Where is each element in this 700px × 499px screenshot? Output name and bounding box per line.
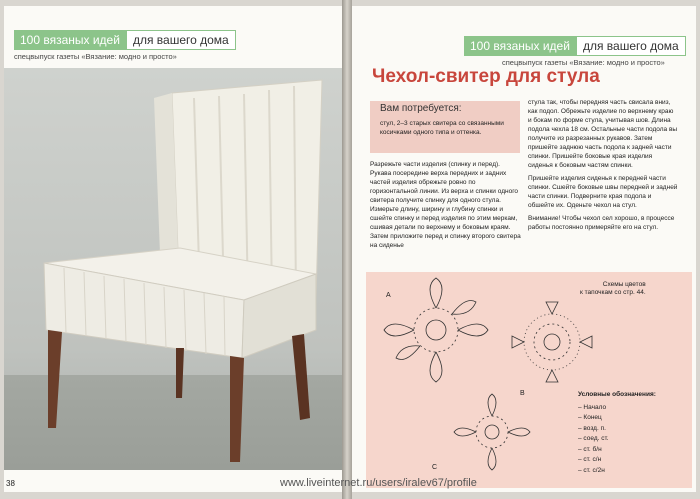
right-page [352, 6, 696, 492]
legend [578, 390, 656, 476]
paragraph: стула так, чтобы передняя часть свисала вниз, как подол. Обрежьте изделие по верхнему краю и бокам по форме стула, учитывая шов. Длина подола чехла 18 см. Остальные части подола вы получите из разрезанных рукавов. Затем пришейте заднюю часть подола к задней части спинки. Пришейте боковые края изделия сиденья к боковым частям спинки. [528, 99, 678, 169]
instructions-column-2 [528, 98, 678, 236]
materials-text: стул, 2–3 старых свитера со связанными косичками одного типа и оттенка. [380, 120, 504, 136]
diagram-label-b: B [520, 390, 525, 397]
book-gutter [342, 0, 352, 499]
attention-note: Внимание! Чтобы чехол сел хорошо, в процессе работы постоянно примеряйте его на стул. [528, 215, 675, 231]
page-number: 38 [6, 479, 15, 488]
chair-illustration [4, 68, 342, 470]
chair-photo [4, 68, 342, 470]
schemes-text: Схемы цветов к тапочкам со стр. 44. [580, 281, 646, 296]
paragraph: Пришейте изделия сиденья к передней части спинки. Сшейте боковые швы передней и задней части спинки. Подверните края подола и обшейте их. Оденьте чехол на стул. [528, 175, 678, 209]
subline: спецвыпуск газеты «Вязание: модно и просто» [14, 52, 177, 61]
banner-green: 100 вязаных идей [464, 36, 576, 56]
banner-white: для вашего дома [126, 30, 236, 50]
diagram-label-a: A [386, 292, 391, 299]
paragraph: Разрежьте части изделия (спинку и перед). Рукава посередине верха передних и задних частей изделия обрежьте ровно по горизонтальной линии. Из верха и спинки одного свитера получите спинку для одного стула. Измерьте длину, ширину и глубину спинки и сшейте спинку и перед изделия по этим меркам, сшивая детали по верхнему и боковым краям. Затем приложите перед и спинку второго свитера на сиденье [370, 161, 521, 249]
materials-heading: Вам потребуется: [380, 103, 462, 114]
legend-item: – ст. с/2н [578, 466, 605, 474]
legend-title: Условные обозначения: [578, 391, 656, 398]
legend-item: – возд. п. [578, 424, 606, 432]
subline: спецвыпуск газеты «Вязание: модно и просто» [502, 58, 665, 67]
left-banner [14, 30, 236, 50]
legend-item: – Начало [578, 403, 607, 411]
instructions-column-1 [370, 160, 522, 254]
diagram-label-c: C [432, 464, 438, 471]
legend-item: – ст. с/н [578, 456, 602, 463]
legend-item: – соед. ст. [578, 435, 609, 442]
legend-item: – ст. б/н [578, 445, 602, 453]
right-banner [464, 36, 686, 56]
banner-white: для вашего дома [576, 36, 686, 56]
page-title: Чехол-свитер для стула [372, 66, 600, 87]
watermark-text: www.liveinternet.ru/users/iralev67/profile [280, 477, 477, 489]
schemes-caption [580, 281, 646, 297]
materials-box [370, 101, 520, 153]
banner-green: 100 вязаных идей [14, 30, 126, 50]
left-page [4, 6, 342, 492]
legend-item: – Конец [578, 414, 602, 421]
